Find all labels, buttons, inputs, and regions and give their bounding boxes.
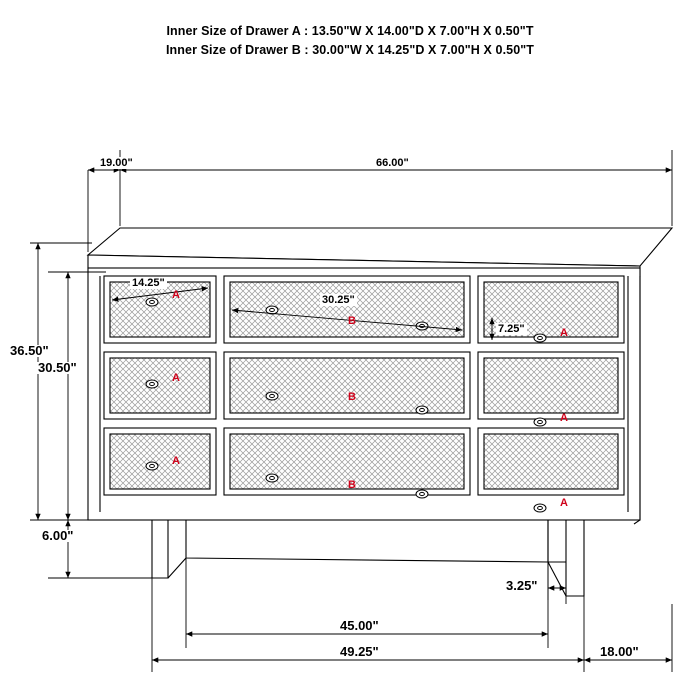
dim-width-top: 66.00" <box>376 157 409 169</box>
dim-base-width-outer: 49.25" <box>340 644 379 659</box>
drawer-label: A <box>560 412 568 424</box>
drawer-label: A <box>172 289 180 301</box>
dim-side-width: 18.00" <box>600 644 639 659</box>
dim-leg-inset: 3.25" <box>506 578 538 593</box>
drawer-label: A <box>560 327 568 339</box>
drawer-label: A <box>172 455 180 467</box>
dim-leg-height: 6.00" <box>42 528 74 543</box>
drawer-label: A <box>560 497 568 509</box>
dim-drawer-b-width: 30.25" <box>322 294 355 306</box>
drawer-label: B <box>348 315 356 327</box>
drawer-label: B <box>348 479 356 491</box>
drawer-label: B <box>348 391 356 403</box>
dim-total-height: 36.50" <box>10 343 49 358</box>
drawer-label: A <box>172 372 180 384</box>
spec-line-drawer-a: Inner Size of Drawer A : 13.50"W X 14.00"D X 7.00"H X 0.50"T <box>166 24 534 38</box>
dim-depth-top: 19.00" <box>100 157 133 169</box>
spec-line-drawer-b: Inner Size of Drawer B : 30.00"W X 14.25"D X 7.00"H X 0.50"T <box>165 43 535 57</box>
dim-drawer-a-width: 14.25" <box>132 277 165 289</box>
dresser-body <box>88 228 672 596</box>
dim-drawer-inner-height: 7.25" <box>498 323 525 335</box>
dim-body-height: 30.50" <box>38 360 77 375</box>
dim-base-width-inner: 45.00" <box>340 618 379 633</box>
